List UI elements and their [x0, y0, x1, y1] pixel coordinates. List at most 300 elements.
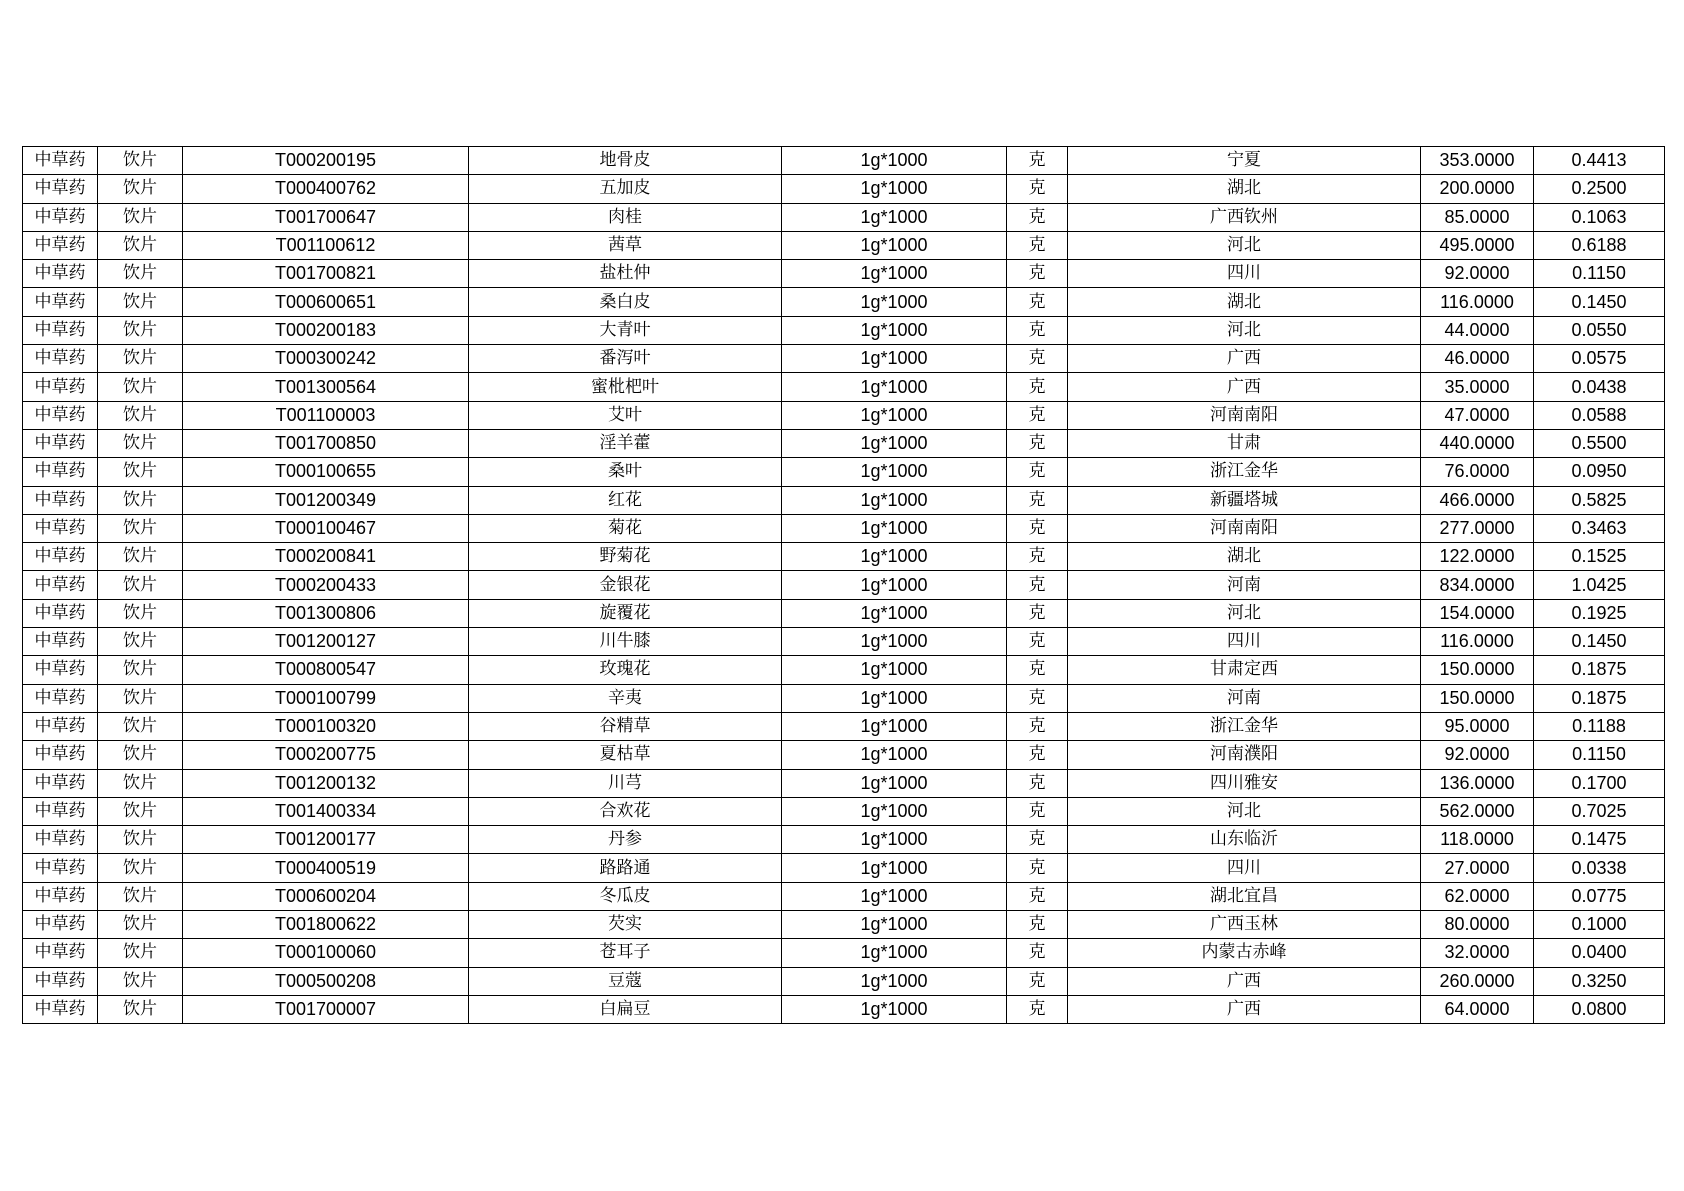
code-cell: T000800547: [183, 656, 469, 684]
value-cell: 0.1875: [1534, 684, 1665, 712]
quantity-cell: 277.0000: [1421, 514, 1534, 542]
category-cell: 中草药: [23, 939, 98, 967]
spec-cell: 1g*1000: [782, 543, 1007, 571]
form-cell: 饮片: [98, 599, 183, 627]
value-cell: 0.1150: [1534, 741, 1665, 769]
form-cell: 饮片: [98, 345, 183, 373]
quantity-cell: 466.0000: [1421, 486, 1534, 514]
category-cell: 中草药: [23, 656, 98, 684]
value-cell: 0.0438: [1534, 373, 1665, 401]
name-cell: 淫羊藿: [469, 429, 782, 457]
value-cell: 0.0800: [1534, 995, 1665, 1023]
value-cell: 0.0588: [1534, 401, 1665, 429]
name-cell: 路路通: [469, 854, 782, 882]
table-row: [23, 911, 1665, 939]
name-cell: 玫瑰花: [469, 656, 782, 684]
herb-inventory-table: [22, 146, 1665, 1024]
code-cell: T000100060: [183, 939, 469, 967]
unit-cell: 克: [1007, 995, 1068, 1023]
unit-cell: 克: [1007, 826, 1068, 854]
origin-cell: 河南南阳: [1068, 401, 1421, 429]
spec-cell: 1g*1000: [782, 939, 1007, 967]
origin-cell: 广西: [1068, 373, 1421, 401]
table-row: [23, 401, 1665, 429]
table-row: [23, 147, 1665, 175]
category-cell: 中草药: [23, 147, 98, 175]
unit-cell: 克: [1007, 769, 1068, 797]
form-cell: 饮片: [98, 684, 183, 712]
origin-cell: 湖北: [1068, 543, 1421, 571]
form-cell: 饮片: [98, 911, 183, 939]
category-cell: 中草药: [23, 826, 98, 854]
category-cell: 中草药: [23, 712, 98, 740]
unit-cell: 克: [1007, 741, 1068, 769]
spec-cell: 1g*1000: [782, 882, 1007, 910]
spec-cell: 1g*1000: [782, 203, 1007, 231]
category-cell: 中草药: [23, 486, 98, 514]
spec-cell: 1g*1000: [782, 599, 1007, 627]
form-cell: 饮片: [98, 967, 183, 995]
value-cell: 0.1875: [1534, 656, 1665, 684]
code-cell: T001700007: [183, 995, 469, 1023]
form-cell: 饮片: [98, 882, 183, 910]
value-cell: 0.1925: [1534, 599, 1665, 627]
code-cell: T000200841: [183, 543, 469, 571]
category-cell: 中草药: [23, 995, 98, 1023]
name-cell: 金银花: [469, 571, 782, 599]
form-cell: 饮片: [98, 712, 183, 740]
value-cell: 0.1063: [1534, 203, 1665, 231]
category-cell: 中草药: [23, 345, 98, 373]
spec-cell: 1g*1000: [782, 854, 1007, 882]
code-cell: T001200127: [183, 628, 469, 656]
code-cell: T001200132: [183, 769, 469, 797]
code-cell: T001700647: [183, 203, 469, 231]
category-cell: 中草药: [23, 967, 98, 995]
spec-cell: 1g*1000: [782, 571, 1007, 599]
category-cell: 中草药: [23, 571, 98, 599]
quantity-cell: 92.0000: [1421, 260, 1534, 288]
code-cell: T000100467: [183, 514, 469, 542]
spec-cell: 1g*1000: [782, 486, 1007, 514]
name-cell: 白扁豆: [469, 995, 782, 1023]
table-row: [23, 967, 1665, 995]
code-cell: T000300242: [183, 345, 469, 373]
spec-cell: 1g*1000: [782, 712, 1007, 740]
code-cell: T001100003: [183, 401, 469, 429]
name-cell: 番泻叶: [469, 345, 782, 373]
name-cell: 地骨皮: [469, 147, 782, 175]
table-row: [23, 260, 1665, 288]
value-cell: 0.7025: [1534, 797, 1665, 825]
name-cell: 红花: [469, 486, 782, 514]
unit-cell: 克: [1007, 656, 1068, 684]
origin-cell: 河南: [1068, 684, 1421, 712]
form-cell: 饮片: [98, 373, 183, 401]
form-cell: 饮片: [98, 175, 183, 203]
origin-cell: 内蒙古赤峰: [1068, 939, 1421, 967]
table-row: [23, 712, 1665, 740]
origin-cell: 河北: [1068, 316, 1421, 344]
unit-cell: 克: [1007, 967, 1068, 995]
category-cell: 中草药: [23, 401, 98, 429]
spec-cell: 1g*1000: [782, 458, 1007, 486]
value-cell: 0.1475: [1534, 826, 1665, 854]
origin-cell: 四川雅安: [1068, 769, 1421, 797]
value-cell: 0.3463: [1534, 514, 1665, 542]
origin-cell: 河南: [1068, 571, 1421, 599]
unit-cell: 克: [1007, 854, 1068, 882]
origin-cell: 广西: [1068, 345, 1421, 373]
name-cell: 肉桂: [469, 203, 782, 231]
table-row: [23, 882, 1665, 910]
name-cell: 辛夷: [469, 684, 782, 712]
quantity-cell: 47.0000: [1421, 401, 1534, 429]
value-cell: 0.0950: [1534, 458, 1665, 486]
unit-cell: 克: [1007, 231, 1068, 259]
table-row: [23, 458, 1665, 486]
value-cell: 0.1450: [1534, 628, 1665, 656]
spec-cell: 1g*1000: [782, 429, 1007, 457]
category-cell: 中草药: [23, 288, 98, 316]
unit-cell: 克: [1007, 486, 1068, 514]
origin-cell: 四川: [1068, 260, 1421, 288]
unit-cell: 克: [1007, 543, 1068, 571]
category-cell: 中草药: [23, 175, 98, 203]
table-row: [23, 316, 1665, 344]
quantity-cell: 80.0000: [1421, 911, 1534, 939]
table-row: [23, 345, 1665, 373]
name-cell: 旋覆花: [469, 599, 782, 627]
origin-cell: 湖北宜昌: [1068, 882, 1421, 910]
category-cell: 中草药: [23, 260, 98, 288]
category-cell: 中草药: [23, 599, 98, 627]
table-row: [23, 797, 1665, 825]
code-cell: T000100799: [183, 684, 469, 712]
spec-cell: 1g*1000: [782, 231, 1007, 259]
name-cell: 川芎: [469, 769, 782, 797]
category-cell: 中草药: [23, 797, 98, 825]
category-cell: 中草药: [23, 231, 98, 259]
unit-cell: 克: [1007, 373, 1068, 401]
code-cell: T000200183: [183, 316, 469, 344]
quantity-cell: 44.0000: [1421, 316, 1534, 344]
name-cell: 蜜枇杷叶: [469, 373, 782, 401]
form-cell: 饮片: [98, 147, 183, 175]
origin-cell: 四川: [1068, 854, 1421, 882]
form-cell: 饮片: [98, 543, 183, 571]
form-cell: 饮片: [98, 260, 183, 288]
form-cell: 饮片: [98, 316, 183, 344]
unit-cell: 克: [1007, 401, 1068, 429]
category-cell: 中草药: [23, 628, 98, 656]
code-cell: T000600651: [183, 288, 469, 316]
quantity-cell: 353.0000: [1421, 147, 1534, 175]
form-cell: 饮片: [98, 741, 183, 769]
origin-cell: 广西钦州: [1068, 203, 1421, 231]
unit-cell: 克: [1007, 628, 1068, 656]
quantity-cell: 116.0000: [1421, 628, 1534, 656]
code-cell: T000400519: [183, 854, 469, 882]
name-cell: 菊花: [469, 514, 782, 542]
unit-cell: 克: [1007, 571, 1068, 599]
origin-cell: 湖北: [1068, 288, 1421, 316]
table-row: [23, 854, 1665, 882]
code-cell: T001800622: [183, 911, 469, 939]
name-cell: 冬瓜皮: [469, 882, 782, 910]
table-row: [23, 599, 1665, 627]
spec-cell: 1g*1000: [782, 147, 1007, 175]
unit-cell: 克: [1007, 288, 1068, 316]
category-cell: 中草药: [23, 203, 98, 231]
table-row: [23, 826, 1665, 854]
form-cell: 饮片: [98, 401, 183, 429]
form-cell: 饮片: [98, 656, 183, 684]
spec-cell: 1g*1000: [782, 684, 1007, 712]
quantity-cell: 136.0000: [1421, 769, 1534, 797]
unit-cell: 克: [1007, 712, 1068, 740]
form-cell: 饮片: [98, 769, 183, 797]
spec-cell: 1g*1000: [782, 995, 1007, 1023]
table-row: [23, 571, 1665, 599]
code-cell: T000600204: [183, 882, 469, 910]
unit-cell: 克: [1007, 175, 1068, 203]
code-cell: T001200349: [183, 486, 469, 514]
name-cell: 合欢花: [469, 797, 782, 825]
name-cell: 桑叶: [469, 458, 782, 486]
form-cell: 饮片: [98, 571, 183, 599]
code-cell: T000200195: [183, 147, 469, 175]
value-cell: 0.5500: [1534, 429, 1665, 457]
code-cell: T001700850: [183, 429, 469, 457]
table-row: [23, 486, 1665, 514]
name-cell: 茜草: [469, 231, 782, 259]
table-row: [23, 543, 1665, 571]
origin-cell: 浙江金华: [1068, 458, 1421, 486]
table-row: [23, 288, 1665, 316]
spec-cell: 1g*1000: [782, 175, 1007, 203]
origin-cell: 甘肃: [1068, 429, 1421, 457]
name-cell: 艾叶: [469, 401, 782, 429]
name-cell: 谷精草: [469, 712, 782, 740]
value-cell: 0.0338: [1534, 854, 1665, 882]
spec-cell: 1g*1000: [782, 345, 1007, 373]
table-body: [23, 147, 1665, 1024]
spec-cell: 1g*1000: [782, 769, 1007, 797]
origin-cell: 广西: [1068, 995, 1421, 1023]
origin-cell: 河北: [1068, 797, 1421, 825]
name-cell: 川牛膝: [469, 628, 782, 656]
quantity-cell: 200.0000: [1421, 175, 1534, 203]
value-cell: 0.4413: [1534, 147, 1665, 175]
table-row: [23, 203, 1665, 231]
quantity-cell: 562.0000: [1421, 797, 1534, 825]
origin-cell: 广西玉林: [1068, 911, 1421, 939]
quantity-cell: 440.0000: [1421, 429, 1534, 457]
name-cell: 豆蔻: [469, 967, 782, 995]
code-cell: T000100320: [183, 712, 469, 740]
unit-cell: 克: [1007, 514, 1068, 542]
origin-cell: 河南濮阳: [1068, 741, 1421, 769]
form-cell: 饮片: [98, 458, 183, 486]
origin-cell: 山东临沂: [1068, 826, 1421, 854]
name-cell: 盐杜仲: [469, 260, 782, 288]
category-cell: 中草药: [23, 458, 98, 486]
table-row: [23, 175, 1665, 203]
category-cell: 中草药: [23, 514, 98, 542]
origin-cell: 湖北: [1068, 175, 1421, 203]
table-row: [23, 741, 1665, 769]
quantity-cell: 260.0000: [1421, 967, 1534, 995]
value-cell: 0.0400: [1534, 939, 1665, 967]
table-row: [23, 939, 1665, 967]
code-cell: T001300564: [183, 373, 469, 401]
unit-cell: 克: [1007, 260, 1068, 288]
quantity-cell: 85.0000: [1421, 203, 1534, 231]
code-cell: T000200775: [183, 741, 469, 769]
origin-cell: 宁夏: [1068, 147, 1421, 175]
value-cell: 0.5825: [1534, 486, 1665, 514]
form-cell: 饮片: [98, 203, 183, 231]
value-cell: 0.1525: [1534, 543, 1665, 571]
form-cell: 饮片: [98, 429, 183, 457]
origin-cell: 河北: [1068, 599, 1421, 627]
form-cell: 饮片: [98, 995, 183, 1023]
value-cell: 0.0575: [1534, 345, 1665, 373]
table-row: [23, 769, 1665, 797]
value-cell: 1.0425: [1534, 571, 1665, 599]
spec-cell: 1g*1000: [782, 741, 1007, 769]
quantity-cell: 118.0000: [1421, 826, 1534, 854]
quantity-cell: 95.0000: [1421, 712, 1534, 740]
code-cell: T000100655: [183, 458, 469, 486]
form-cell: 饮片: [98, 826, 183, 854]
code-cell: T001100612: [183, 231, 469, 259]
spec-cell: 1g*1000: [782, 826, 1007, 854]
origin-cell: 河南南阳: [1068, 514, 1421, 542]
name-cell: 芡实: [469, 911, 782, 939]
unit-cell: 克: [1007, 882, 1068, 910]
spec-cell: 1g*1000: [782, 373, 1007, 401]
name-cell: 大青叶: [469, 316, 782, 344]
unit-cell: 克: [1007, 797, 1068, 825]
code-cell: T000500208: [183, 967, 469, 995]
value-cell: 0.3250: [1534, 967, 1665, 995]
unit-cell: 克: [1007, 458, 1068, 486]
value-cell: 0.0550: [1534, 316, 1665, 344]
category-cell: 中草药: [23, 854, 98, 882]
unit-cell: 克: [1007, 939, 1068, 967]
quantity-cell: 495.0000: [1421, 231, 1534, 259]
origin-cell: 新疆塔城: [1068, 486, 1421, 514]
category-cell: 中草药: [23, 741, 98, 769]
code-cell: T001200177: [183, 826, 469, 854]
origin-cell: 广西: [1068, 967, 1421, 995]
form-cell: 饮片: [98, 514, 183, 542]
table-row: [23, 656, 1665, 684]
unit-cell: 克: [1007, 684, 1068, 712]
unit-cell: 克: [1007, 429, 1068, 457]
form-cell: 饮片: [98, 231, 183, 259]
origin-cell: 四川: [1068, 628, 1421, 656]
spec-cell: 1g*1000: [782, 260, 1007, 288]
unit-cell: 克: [1007, 345, 1068, 373]
table-row: [23, 684, 1665, 712]
form-cell: 饮片: [98, 854, 183, 882]
value-cell: 0.6188: [1534, 231, 1665, 259]
origin-cell: 浙江金华: [1068, 712, 1421, 740]
spec-cell: 1g*1000: [782, 514, 1007, 542]
form-cell: 饮片: [98, 939, 183, 967]
value-cell: 0.1450: [1534, 288, 1665, 316]
spec-cell: 1g*1000: [782, 316, 1007, 344]
unit-cell: 克: [1007, 147, 1068, 175]
spec-cell: 1g*1000: [782, 656, 1007, 684]
table-row: [23, 995, 1665, 1023]
unit-cell: 克: [1007, 203, 1068, 231]
category-cell: 中草药: [23, 543, 98, 571]
quantity-cell: 46.0000: [1421, 345, 1534, 373]
name-cell: 夏枯草: [469, 741, 782, 769]
quantity-cell: 834.0000: [1421, 571, 1534, 599]
value-cell: 0.2500: [1534, 175, 1665, 203]
name-cell: 五加皮: [469, 175, 782, 203]
origin-cell: 甘肃定西: [1068, 656, 1421, 684]
value-cell: 0.1188: [1534, 712, 1665, 740]
form-cell: 饮片: [98, 628, 183, 656]
value-cell: 0.1150: [1534, 260, 1665, 288]
form-cell: 饮片: [98, 288, 183, 316]
table-row: [23, 373, 1665, 401]
table-row: [23, 429, 1665, 457]
code-cell: T000400762: [183, 175, 469, 203]
table-row: [23, 514, 1665, 542]
name-cell: 丹参: [469, 826, 782, 854]
spec-cell: 1g*1000: [782, 797, 1007, 825]
quantity-cell: 32.0000: [1421, 939, 1534, 967]
value-cell: 0.0775: [1534, 882, 1665, 910]
category-cell: 中草药: [23, 684, 98, 712]
spec-cell: 1g*1000: [782, 911, 1007, 939]
spec-cell: 1g*1000: [782, 628, 1007, 656]
table-row: [23, 231, 1665, 259]
spec-cell: 1g*1000: [782, 401, 1007, 429]
spec-cell: 1g*1000: [782, 967, 1007, 995]
category-cell: 中草药: [23, 769, 98, 797]
form-cell: 饮片: [98, 797, 183, 825]
name-cell: 桑白皮: [469, 288, 782, 316]
name-cell: 苍耳子: [469, 939, 782, 967]
category-cell: 中草药: [23, 911, 98, 939]
category-cell: 中草药: [23, 882, 98, 910]
quantity-cell: 76.0000: [1421, 458, 1534, 486]
code-cell: T000200433: [183, 571, 469, 599]
unit-cell: 克: [1007, 911, 1068, 939]
quantity-cell: 122.0000: [1421, 543, 1534, 571]
value-cell: 0.1000: [1534, 911, 1665, 939]
code-cell: T001700821: [183, 260, 469, 288]
table-row: [23, 628, 1665, 656]
quantity-cell: 62.0000: [1421, 882, 1534, 910]
name-cell: 野菊花: [469, 543, 782, 571]
category-cell: 中草药: [23, 429, 98, 457]
quantity-cell: 64.0000: [1421, 995, 1534, 1023]
unit-cell: 克: [1007, 316, 1068, 344]
form-cell: 饮片: [98, 486, 183, 514]
quantity-cell: 116.0000: [1421, 288, 1534, 316]
origin-cell: 河北: [1068, 231, 1421, 259]
unit-cell: 克: [1007, 599, 1068, 627]
